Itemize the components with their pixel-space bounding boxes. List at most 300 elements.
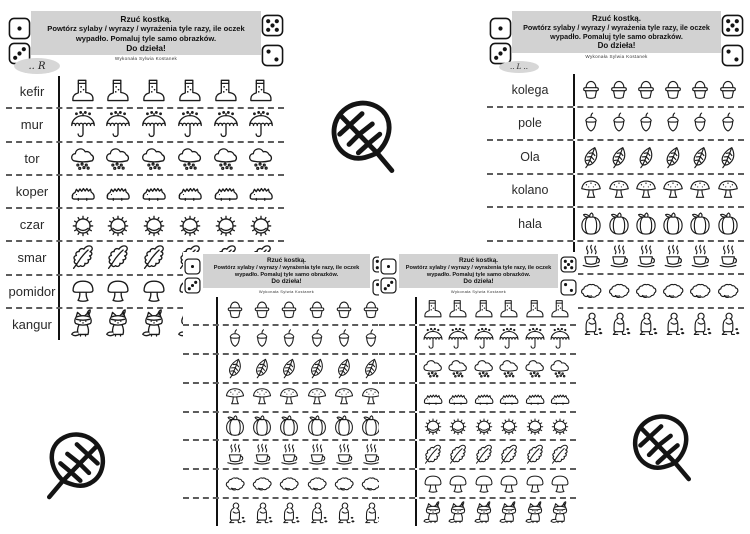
row-word-label: pomidor bbox=[6, 276, 60, 307]
hot-drink-icon bbox=[606, 244, 632, 270]
fox-icon bbox=[472, 501, 496, 525]
die-five-icon bbox=[261, 14, 284, 37]
row-word-label bbox=[183, 297, 218, 324]
mushroom-icon bbox=[548, 472, 572, 496]
row-word-label bbox=[379, 413, 417, 440]
row-images bbox=[417, 470, 576, 497]
worksheet-row bbox=[487, 175, 744, 209]
basket-icon bbox=[578, 77, 604, 103]
pumpkin-icon bbox=[223, 414, 247, 438]
die-1-icon bbox=[380, 258, 397, 275]
worksheet-header bbox=[487, 11, 746, 59]
oak-leaf-icon bbox=[497, 443, 521, 467]
chestnut-icon bbox=[139, 210, 169, 240]
worksheet-row bbox=[183, 499, 388, 526]
leaf-icon bbox=[250, 356, 274, 380]
worksheet-row bbox=[183, 297, 388, 326]
worksheet-row bbox=[379, 326, 576, 355]
umbrella-rain-icon bbox=[103, 110, 133, 140]
umbrella-rain-icon bbox=[175, 110, 205, 140]
toadstool-icon bbox=[250, 385, 274, 409]
pumpkin-icon bbox=[250, 414, 274, 438]
die-three-icon bbox=[184, 277, 201, 294]
chestnut-icon bbox=[246, 210, 276, 240]
oak-leaf-icon bbox=[139, 243, 169, 273]
row-images bbox=[218, 297, 388, 324]
fox-icon bbox=[421, 501, 445, 525]
instructions-band bbox=[512, 11, 721, 53]
row-word-label bbox=[183, 326, 218, 353]
rain-boot-icon bbox=[175, 77, 205, 107]
header-instruction-2: wypadło. Pomaluj tyle samo obrazków. bbox=[550, 31, 683, 41]
row-images bbox=[417, 297, 576, 324]
worksheet-row bbox=[379, 384, 576, 413]
row-word-label: kefir bbox=[6, 76, 60, 107]
die-one-icon bbox=[489, 17, 512, 40]
row-word-label bbox=[379, 384, 417, 411]
die-five-icon bbox=[560, 256, 577, 273]
header-title: Rzuć kostką. bbox=[266, 257, 307, 264]
rain-cloud-icon bbox=[548, 356, 572, 380]
worksheet-rows bbox=[183, 297, 388, 526]
umbrella-rain-icon bbox=[497, 327, 521, 351]
autumn-person-icon bbox=[305, 501, 329, 525]
die-1-icon bbox=[184, 258, 201, 275]
worksheet-header bbox=[6, 11, 286, 61]
acorn-icon bbox=[223, 327, 247, 351]
worksheet-row bbox=[183, 355, 388, 384]
die-two-icon bbox=[721, 44, 744, 67]
mushroom-icon bbox=[68, 276, 98, 306]
toadstool-icon bbox=[578, 177, 604, 203]
worksheet-row bbox=[183, 470, 388, 499]
hedgehog-icon bbox=[139, 176, 169, 206]
row-images bbox=[575, 141, 744, 173]
oak-leaf-icon bbox=[421, 443, 445, 467]
row-images bbox=[575, 242, 744, 274]
rain-cloud-icon bbox=[497, 356, 521, 380]
header-title: Rzuć kostką. bbox=[458, 257, 499, 264]
row-word-label bbox=[183, 413, 218, 440]
basket-icon bbox=[277, 298, 301, 322]
die-one-icon bbox=[8, 17, 31, 40]
header-instruction-1: Powtórz sylaby / wyrazy / wyrażenia tyle razy, ile oczek bbox=[213, 264, 360, 271]
autumn-person-icon bbox=[578, 311, 604, 337]
header-instruction-1: Powtórz sylaby / wyrazy / wyrażenia tyle razy, ile oczek bbox=[523, 22, 710, 32]
cloud-puff-icon bbox=[250, 472, 274, 496]
toadstool-icon bbox=[633, 177, 659, 203]
umbrella-rain-icon bbox=[68, 110, 98, 140]
header-instruction-1: Powtórz sylaby / wyrazy / wyrażenia tyle razy, ile oczek bbox=[47, 24, 245, 34]
row-images bbox=[218, 499, 388, 526]
fox-icon bbox=[139, 309, 169, 339]
row-images bbox=[218, 326, 388, 353]
rain-boot-icon bbox=[246, 77, 276, 107]
worksheet-row bbox=[487, 208, 744, 242]
basket-icon bbox=[332, 298, 356, 322]
row-images bbox=[60, 76, 284, 107]
leaf-icon bbox=[277, 356, 301, 380]
rain-cloud-icon bbox=[103, 143, 133, 173]
pumpkin-icon bbox=[578, 211, 604, 237]
rain-cloud-icon bbox=[139, 143, 169, 173]
acorn-icon bbox=[715, 110, 741, 136]
row-word-label bbox=[379, 441, 417, 468]
row-images bbox=[417, 499, 576, 526]
autumn-person-icon bbox=[687, 311, 713, 337]
row-images bbox=[218, 413, 388, 440]
row-images bbox=[218, 470, 388, 497]
mushroom-icon bbox=[523, 472, 547, 496]
fox-icon bbox=[548, 501, 572, 525]
row-word-label bbox=[183, 499, 218, 526]
leaf-icon bbox=[332, 356, 356, 380]
toadstool-icon bbox=[332, 385, 356, 409]
worksheet-row bbox=[6, 176, 284, 209]
worksheet-blank-rain bbox=[379, 252, 578, 529]
die-one-icon bbox=[184, 258, 201, 275]
fox-icon bbox=[68, 309, 98, 339]
row-word-label: mur bbox=[6, 109, 60, 140]
hot-drink-icon bbox=[660, 244, 686, 270]
die-2-icon bbox=[261, 44, 284, 67]
row-word-label bbox=[379, 297, 417, 324]
row-images bbox=[575, 309, 744, 341]
worksheet-blank-autumn bbox=[183, 252, 390, 529]
die-one-icon bbox=[380, 258, 397, 275]
pumpkin-icon bbox=[332, 414, 356, 438]
chestnut-icon bbox=[175, 210, 205, 240]
row-images bbox=[417, 413, 576, 440]
die-two-icon bbox=[261, 44, 284, 67]
rain-cloud-icon bbox=[246, 143, 276, 173]
basket-icon bbox=[223, 298, 247, 322]
row-images bbox=[575, 208, 744, 240]
acorn-icon bbox=[332, 327, 356, 351]
rain-cloud-icon bbox=[446, 356, 470, 380]
autumn-person-icon bbox=[332, 501, 356, 525]
umbrella-rain-icon bbox=[246, 110, 276, 140]
die-two-icon bbox=[560, 279, 577, 296]
acorn-icon bbox=[305, 327, 329, 351]
credit-line: Wykonała Sylwia Kostanek bbox=[450, 289, 507, 295]
leaf-icon bbox=[660, 144, 686, 170]
worksheet-row bbox=[379, 499, 576, 526]
hedgehog-icon bbox=[523, 385, 547, 409]
row-word-label bbox=[183, 470, 218, 497]
rain-boot-icon bbox=[497, 298, 521, 322]
row-images bbox=[417, 326, 576, 353]
header-instruction-2: wypadło. Pomaluj tyle samo obrazków. bbox=[75, 33, 217, 43]
row-images bbox=[60, 143, 284, 174]
hot-drink-icon bbox=[578, 244, 604, 270]
row-word-label: kolega bbox=[487, 74, 575, 106]
worksheet-row bbox=[6, 209, 284, 242]
pumpkin-icon bbox=[715, 211, 741, 237]
autumn-person-icon bbox=[223, 501, 247, 525]
pumpkin-icon bbox=[305, 414, 329, 438]
chestnut-icon bbox=[548, 414, 572, 438]
row-word-label: Ola bbox=[487, 141, 575, 173]
rain-cloud-icon bbox=[421, 356, 445, 380]
instructions-band bbox=[399, 254, 558, 288]
oak-leaf-icon bbox=[103, 243, 133, 273]
mushroom-icon bbox=[139, 276, 169, 306]
row-images bbox=[575, 74, 744, 106]
die-1-icon bbox=[489, 17, 512, 40]
worksheet-rows bbox=[379, 297, 576, 526]
hedgehog-icon bbox=[421, 385, 445, 409]
hot-drink-icon bbox=[250, 443, 274, 467]
worksheet-row bbox=[379, 297, 576, 326]
row-word-label: kolano bbox=[487, 175, 575, 207]
toadstool-icon bbox=[660, 177, 686, 203]
umbrella-rain-icon bbox=[548, 327, 572, 351]
autumn-person-icon bbox=[633, 311, 659, 337]
row-word-label bbox=[379, 499, 417, 526]
row-word-label: czar bbox=[6, 209, 60, 240]
cloud-puff-icon bbox=[633, 278, 659, 304]
row-word-label: pole bbox=[487, 108, 575, 140]
rain-boot-icon bbox=[446, 298, 470, 322]
chestnut-icon bbox=[103, 210, 133, 240]
die-1-icon bbox=[8, 17, 31, 40]
umbrella-rain-icon bbox=[523, 327, 547, 351]
acorn-icon bbox=[578, 110, 604, 136]
worksheet-row bbox=[6, 109, 284, 142]
hedgehog-icon bbox=[548, 385, 572, 409]
rain-cloud-icon bbox=[472, 356, 496, 380]
credit-line: Wykonała Sylwia Kostanek bbox=[114, 56, 178, 61]
header-instruction-2: wypadło. Pomaluj tyle samo obrazków. bbox=[426, 271, 531, 278]
chestnut-icon bbox=[472, 414, 496, 438]
row-word-label: koper bbox=[6, 176, 60, 207]
umbrella-rain-icon bbox=[472, 327, 496, 351]
toadstool-icon bbox=[715, 177, 741, 203]
hedgehog-icon bbox=[446, 385, 470, 409]
sound-oval: .. R bbox=[14, 58, 60, 74]
row-word-label: smar bbox=[6, 242, 60, 273]
rain-cloud-icon bbox=[175, 143, 205, 173]
sound-oval: .. L .. bbox=[499, 61, 539, 73]
leaf-icon bbox=[606, 144, 632, 170]
oak-leaf-icon bbox=[446, 443, 470, 467]
leaf-icon bbox=[578, 144, 604, 170]
row-images bbox=[575, 175, 744, 207]
hedgehog-icon bbox=[68, 176, 98, 206]
header-call-to-action: Do dzieła! bbox=[597, 41, 636, 51]
basket-icon bbox=[250, 298, 274, 322]
rain-boot-icon bbox=[211, 77, 241, 107]
rain-cloud-icon bbox=[211, 143, 241, 173]
row-images bbox=[417, 441, 576, 468]
mushroom-icon bbox=[497, 472, 521, 496]
die-3-icon bbox=[184, 277, 201, 294]
acorn-icon bbox=[277, 327, 301, 351]
rain-boot-icon bbox=[548, 298, 572, 322]
toadstool-icon bbox=[687, 177, 713, 203]
toadstool-icon bbox=[223, 385, 247, 409]
umbrella-rain-icon bbox=[421, 327, 445, 351]
die-three-icon bbox=[380, 277, 397, 294]
cloud-puff-icon bbox=[277, 472, 301, 496]
worksheet-row bbox=[183, 384, 388, 413]
hot-drink-icon bbox=[633, 244, 659, 270]
acorn-icon bbox=[606, 110, 632, 136]
chestnut-icon bbox=[68, 210, 98, 240]
acorn-icon bbox=[250, 327, 274, 351]
toadstool-icon bbox=[277, 385, 301, 409]
row-word-label bbox=[379, 470, 417, 497]
hedgehog-icon bbox=[472, 385, 496, 409]
cloud-puff-icon bbox=[305, 472, 329, 496]
fox-icon bbox=[523, 501, 547, 525]
rain-boot-icon bbox=[103, 77, 133, 107]
worksheet-row bbox=[183, 413, 388, 442]
autumn-person-icon bbox=[660, 311, 686, 337]
mushroom-icon bbox=[472, 472, 496, 496]
row-images bbox=[60, 176, 284, 207]
rain-cloud-icon bbox=[68, 143, 98, 173]
die-5-icon bbox=[261, 14, 284, 37]
leaf-doodle-icon bbox=[38, 428, 114, 504]
chestnut-icon bbox=[421, 414, 445, 438]
pumpkin-icon bbox=[633, 211, 659, 237]
toadstool-icon bbox=[606, 177, 632, 203]
rain-boot-icon bbox=[421, 298, 445, 322]
row-images bbox=[218, 441, 388, 468]
autumn-person-icon bbox=[606, 311, 632, 337]
cloud-puff-icon bbox=[687, 278, 713, 304]
hot-drink-icon bbox=[223, 443, 247, 467]
basket-icon bbox=[606, 77, 632, 103]
cloud-puff-icon bbox=[223, 472, 247, 496]
row-word-label bbox=[379, 355, 417, 382]
worksheet-row bbox=[487, 141, 744, 175]
oak-leaf-icon bbox=[68, 243, 98, 273]
die-2-icon bbox=[721, 44, 744, 67]
header-title: Rzuć kostką. bbox=[120, 14, 172, 24]
worksheet-row bbox=[379, 413, 576, 442]
chestnut-icon bbox=[523, 414, 547, 438]
leaf-doodle-icon bbox=[322, 96, 404, 178]
worksheet-row bbox=[6, 76, 284, 109]
hedgehog-icon bbox=[103, 176, 133, 206]
acorn-icon bbox=[633, 110, 659, 136]
worksheet-row bbox=[379, 355, 576, 384]
cloud-puff-icon bbox=[660, 278, 686, 304]
leaf-icon bbox=[633, 144, 659, 170]
header-call-to-action: Do dzieła! bbox=[463, 278, 494, 286]
row-images bbox=[575, 108, 744, 140]
worksheet-row bbox=[379, 441, 576, 470]
worksheet-row bbox=[183, 326, 388, 355]
row-word-label: kangur bbox=[6, 309, 60, 340]
die-5-icon bbox=[560, 256, 577, 273]
worksheet-row bbox=[487, 74, 744, 108]
pumpkin-icon bbox=[277, 414, 301, 438]
cloud-puff-icon bbox=[578, 278, 604, 304]
worksheet-row bbox=[183, 441, 388, 470]
umbrella-rain-icon bbox=[139, 110, 169, 140]
oak-leaf-icon bbox=[472, 443, 496, 467]
leaf-icon bbox=[223, 356, 247, 380]
row-images bbox=[60, 109, 284, 140]
row-images bbox=[417, 384, 576, 411]
rain-boot-icon bbox=[472, 298, 496, 322]
rain-boot-icon bbox=[68, 77, 98, 107]
instructions-band bbox=[31, 11, 261, 55]
fox-icon bbox=[497, 501, 521, 525]
instructions-band bbox=[203, 254, 370, 288]
umbrella-rain-icon bbox=[211, 110, 241, 140]
hot-drink-icon bbox=[715, 244, 741, 270]
header-title: Rzuć kostką. bbox=[592, 14, 641, 23]
basket-icon bbox=[715, 77, 741, 103]
acorn-icon bbox=[660, 110, 686, 136]
row-word-label bbox=[183, 355, 218, 382]
hedgehog-icon bbox=[497, 385, 521, 409]
basket-icon bbox=[660, 77, 686, 103]
pumpkin-icon bbox=[660, 211, 686, 237]
pumpkin-icon bbox=[687, 211, 713, 237]
autumn-person-icon bbox=[277, 501, 301, 525]
header-instruction-2: wypadło. Pomaluj tyle samo obrazków. bbox=[234, 271, 339, 278]
worksheet-row bbox=[379, 470, 576, 499]
credit-line: Wykonała Sylwia Kostanek bbox=[258, 289, 315, 295]
worksheet-header bbox=[183, 254, 390, 294]
cloud-puff-icon bbox=[715, 278, 741, 304]
basket-icon bbox=[633, 77, 659, 103]
rain-boot-icon bbox=[139, 77, 169, 107]
hot-drink-icon bbox=[305, 443, 329, 467]
cloud-puff-icon bbox=[606, 278, 632, 304]
row-word-label bbox=[379, 326, 417, 353]
die-5-icon bbox=[721, 14, 744, 37]
worksheet-header bbox=[379, 254, 578, 294]
row-images bbox=[417, 355, 576, 382]
mushroom-icon bbox=[103, 276, 133, 306]
fox-icon bbox=[103, 309, 133, 339]
toadstool-icon bbox=[305, 385, 329, 409]
row-images bbox=[218, 384, 388, 411]
hedgehog-icon bbox=[211, 176, 241, 206]
autumn-person-icon bbox=[715, 311, 741, 337]
die-3-icon bbox=[380, 277, 397, 294]
leaf-doodle-icon bbox=[624, 410, 700, 486]
hedgehog-icon bbox=[246, 176, 276, 206]
chestnut-icon bbox=[446, 414, 470, 438]
row-images bbox=[575, 275, 744, 307]
basket-icon bbox=[305, 298, 329, 322]
die-five-icon bbox=[721, 14, 744, 37]
header-instruction-1: Powtórz sylaby / wyrazy / wyrażenia tyle razy, ile oczek bbox=[405, 264, 552, 271]
oak-leaf-icon bbox=[523, 443, 547, 467]
hot-drink-icon bbox=[687, 244, 713, 270]
worksheet-row bbox=[487, 108, 744, 142]
leaf-icon bbox=[687, 144, 713, 170]
pumpkin-icon bbox=[606, 211, 632, 237]
row-word-label: tor bbox=[6, 143, 60, 174]
basket-icon bbox=[687, 77, 713, 103]
rain-cloud-icon bbox=[523, 356, 547, 380]
header-call-to-action: Do dzieła! bbox=[271, 278, 302, 286]
cloud-puff-icon bbox=[332, 472, 356, 496]
mushroom-icon bbox=[421, 472, 445, 496]
leaf-icon bbox=[305, 356, 329, 380]
row-images bbox=[218, 355, 388, 382]
row-images bbox=[60, 209, 284, 240]
